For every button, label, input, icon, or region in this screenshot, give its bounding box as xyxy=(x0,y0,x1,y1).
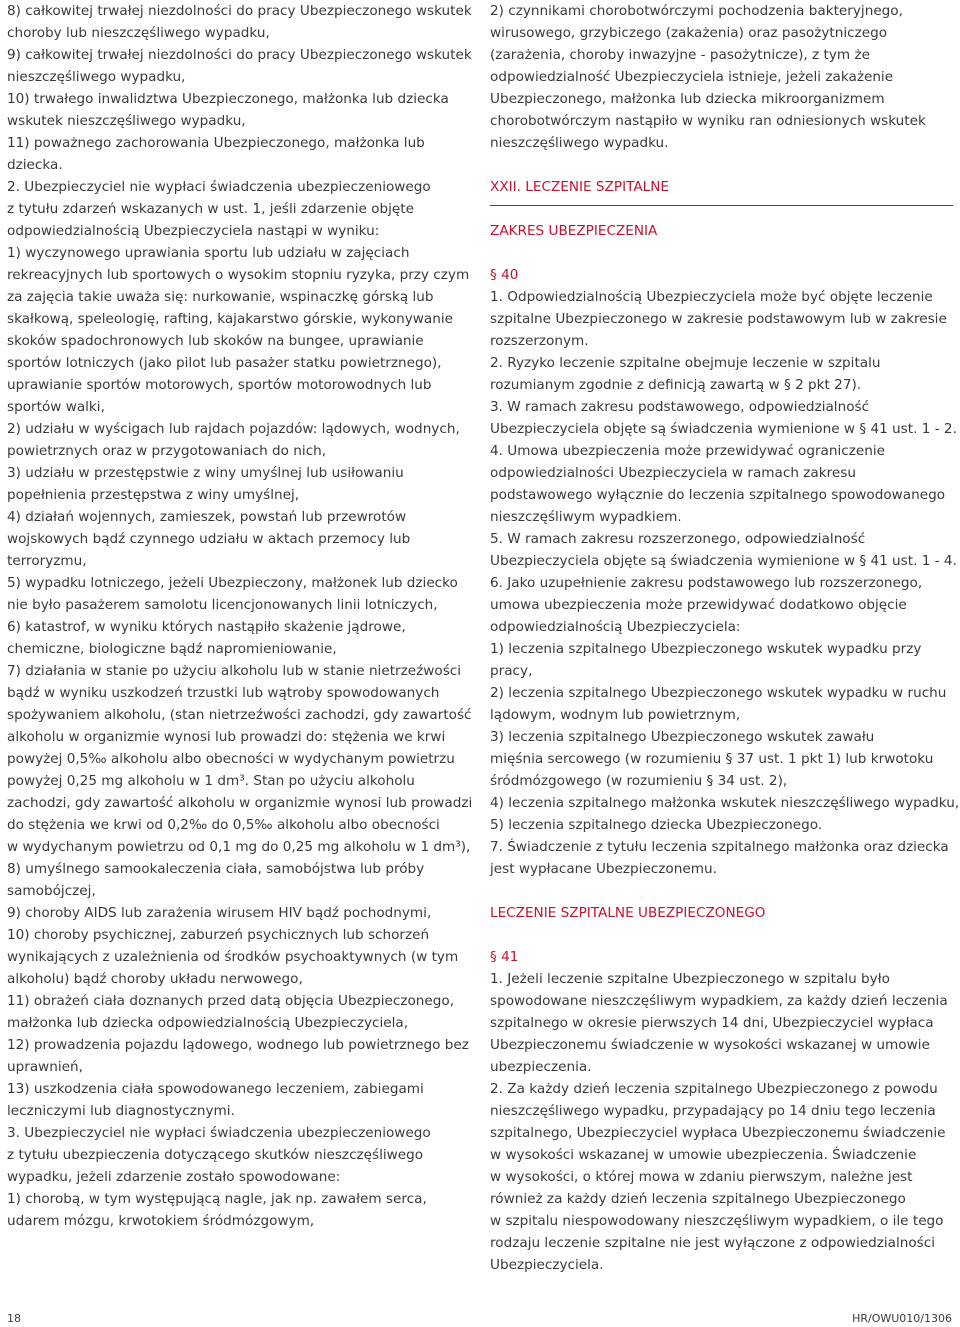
text-line: skałkową, speleologię, rafting, kajakarstwo górskie, wykonywanie xyxy=(7,311,453,327)
text-line: 3) udziału w przestępstwie z winy umyślnej lub usiłowaniu xyxy=(7,465,404,481)
text-line: 5) wypadku lotniczego, jeżeli Ubezpieczony, małżonek lub dziecko xyxy=(7,575,458,591)
text-line: 3. Ubezpieczyciel nie wypłaci świadczenia ubezpieczeniowego xyxy=(7,1125,431,1141)
text-line: sportów lotniczych (jako pilot lub pasażer statku powietrznego), xyxy=(7,355,442,371)
text-line: z tytułu ubezpieczenia dotyczącego skutków nieszczęśliwego xyxy=(7,1147,424,1163)
text-line: odpowiedzialności Ubezpieczyciela w ramach zakresu xyxy=(490,465,856,481)
text-line: udarem mózgu, krwotokiem śródmózgowym, xyxy=(7,1213,315,1229)
text-line: 5) leczenia szpitalnego dziecka Ubezpieczonego. xyxy=(490,817,823,833)
section2-heading: LECZENIE SZPITALNE UBEZPIECZONEGO xyxy=(490,905,766,921)
paragraph-40-label: § 40 xyxy=(490,267,519,283)
text-line: Ubezpieczonego, małżonka lub dziecka mikroorganizmem xyxy=(490,91,885,107)
text-line: szpitalne Ubezpieczonego w zakresie podstawowym lub w zakresie xyxy=(490,311,947,327)
text-line: powietrznych oraz w przygotowaniach do nich, xyxy=(7,443,327,459)
text-line: 10) choroby psychicznej, zaburzeń psychicznych lub schorzeń xyxy=(7,927,430,943)
text-line: rekreacyjnych lub sportowych o wysokim stopniu ryzyka, przy czym xyxy=(7,267,470,283)
text-line: 2) czynnikami chorobotwórczymi pochodzenia bakteryjnego, xyxy=(490,3,903,19)
text-line: Ubezpieczyciela objęte są świadczenia wymienione w § 41 ust. 1 - 4. xyxy=(490,553,957,569)
text-line: 3) leczenia szpitalnego Ubezpieczonego wskutek zawału xyxy=(490,729,875,745)
text-line: szpitalnego w okresie pierwszych 14 dni, Ubezpieczyciel wypłaca xyxy=(490,1015,934,1031)
text-line: 9) choroby AIDS lub zarażenia wirusem HIV bądź pochodnymi, xyxy=(7,905,432,921)
text-line: alkoholu w organizmie wynosi lub prowadzi do: stężenia we krwi xyxy=(7,729,446,745)
text-line: Ubezpieczonemu świadczenie w wysokości wskazanej w umowie xyxy=(490,1037,930,1053)
paragraph-41-label: § 41 xyxy=(490,949,519,965)
text-line: odpowiedzialnością Ubezpieczyciela nastąpi w wyniku: xyxy=(7,223,380,239)
text-line: umowa ubezpieczenia może przewidywać dodatkowo objęcie xyxy=(490,597,907,613)
text-line: (zarażenia, choroby inwazyjne - pasożytnicze), z tym że xyxy=(490,47,870,63)
text-line: nieszczęśliwym wypadkiem. xyxy=(490,509,682,525)
text-line: śródmózgowego (w rozumieniu § 34 ust. 2), xyxy=(490,773,788,789)
text-line: 1. Jeżeli leczenie szpitalne Ubezpieczonego w szpitalu było xyxy=(490,971,890,987)
text-line: wypadku, jeżeli zdarzenie zostało spowodowane: xyxy=(7,1169,341,1185)
text-line: alkoholu) bądź choroby układu nerwowego, xyxy=(7,971,303,987)
text-line: w wydychanym powietrzu od 0,1 mg do 0,25 mg alkoholu w 1 dm³), xyxy=(7,839,471,855)
text-line: spowodowane nieszczęśliwym wypadkiem, za każdy dzień leczenia xyxy=(490,993,948,1009)
text-line: 2. Ubezpieczyciel nie wypłaci świadczenia ubezpieczeniowego xyxy=(7,179,431,195)
text-line: w wysokości, o której mowa w zdaniu pierwszym, należne jest xyxy=(490,1169,913,1185)
text-line: małżonka lub dziecka odpowiedzialnością Ubezpieczyciela, xyxy=(7,1015,409,1031)
text-line: spożywaniem alkoholu, (stan nietrzeźwości zachodzi, gdy zawartość xyxy=(7,707,472,723)
text-line: 11) poważnego zachorowania Ubezpieczonego, małżonka lub xyxy=(7,135,425,151)
text-line: 8) umyślnego samookaleczenia ciała, samobójstwa lub próby xyxy=(7,861,425,877)
text-line: za zajęcia takie uważa się: nurkowanie, wspinaczkę górską lub xyxy=(7,289,434,305)
text-line: 1. Odpowiedzialnością Ubezpieczyciela może być objęte leczenie xyxy=(490,289,933,305)
text-line: 7) działania w stanie po użyciu alkoholu lub w stanie nietrzeźwości xyxy=(7,663,462,679)
text-line: 4. Umowa ubezpieczenia może przewidywać ograniczenie xyxy=(490,443,885,459)
text-line: 12) prowadzenia pojazdu lądowego, wodnego lub powietrznego bez xyxy=(7,1037,469,1053)
text-line: w szpitalu niespowodowany nieszczęśliwym wypadkiem, o ile tego xyxy=(490,1213,944,1229)
text-line: powyżej 0,25 mg alkoholu w 1 dm³. Stan po użyciu alkoholu xyxy=(7,773,415,789)
text-line: bądź w wyniku uszkodzeń trzustki lub wątroby spowodowanych xyxy=(7,685,440,701)
text-line: odpowiedzialność Ubezpieczyciela istnieje, jeżeli zakażenie xyxy=(490,69,894,85)
text-line: z tytułu zdarzeń wskazanych w ust. 1, jeśli zdarzenie objęte xyxy=(7,201,414,217)
text-line: 5. W ramach zakresu rozszerzonego, odpowiedzialność xyxy=(490,531,866,547)
text-line: 2) udziału w wyścigach lub rajdach pojazdów: lądowych, wodnych, xyxy=(7,421,460,437)
paragraph-41 xyxy=(490,968,955,1276)
text-line: 9) całkowitej trwałej niezdolności do pracy Ubezpieczonego wskutek xyxy=(7,47,472,63)
text-line: Ubezpieczyciela objęte są świadczenia wymienione w § 41 ust. 1 - 2. xyxy=(490,421,957,437)
text-line: 2. Ryzyko leczenie szpitalne obejmuje leczenie w szpitalu xyxy=(490,355,881,371)
text-line: 7. Świadczenie z tytułu leczenia szpitalnego małżonka oraz dziecka xyxy=(490,839,949,855)
text-line: nieszczęśliwego wypadku. xyxy=(490,135,669,151)
text-line: chemiczne, biologiczne bądź napromieniowanie, xyxy=(7,641,337,657)
text-line: terroryzmu, xyxy=(7,553,87,569)
text-line: zachodzi, gdy zawartość alkoholu w organizmie wynosi lub prowadzi xyxy=(7,795,473,811)
text-line: mięśnia sercowego (w rozumieniu § 37 ust. 1 pkt 1) lub krwotoku xyxy=(490,751,934,767)
page-number: 18 xyxy=(7,1312,21,1325)
text-line: odpowiedzialnością Ubezpieczyciela: xyxy=(490,619,741,635)
text-line: 6) katastrof, w wyniku których nastąpiło skażenie jądrowe, xyxy=(7,619,406,635)
text-line: chorobotwórczym nastąpiło w wyniku ran odniesionych wskutek xyxy=(490,113,926,129)
text-line: 13) uszkodzenia ciała spowodowanego leczeniem, zabiegami xyxy=(7,1081,424,1097)
text-line: nieszczęśliwego wypadku, xyxy=(7,69,186,85)
text-line: wirusowego, grzybiczego (zakażenia) oraz pasożytniczego xyxy=(490,25,888,41)
text-line: 1) leczenia szpitalnego Ubezpieczonego wskutek wypadku przy xyxy=(490,641,922,657)
text-line: skoków spadochronowych lub skoków na bungee, uprawianie xyxy=(7,333,424,349)
text-line: uprawianie sportów motorowych, sportów motorowodnych lub xyxy=(7,377,432,393)
text-line: rozszerzonym. xyxy=(490,333,589,349)
text-line: sportów walki, xyxy=(7,399,105,415)
text-line: 10) trwałego inwalidztwa Ubezpieczonego, małżonka lub dziecka xyxy=(7,91,449,107)
right-column xyxy=(490,0,960,1276)
text-line: 6. Jako uzupełnienie zakresu podstawowego lub rozszerzonego, xyxy=(490,575,923,591)
text-line: w wysokości wskazanej w umowie ubezpieczenia. Świadczenie xyxy=(490,1147,917,1163)
text-line: wskutek nieszczęśliwego wypadku, xyxy=(7,113,246,129)
text-line: powyżej 0,5‰ alkoholu albo obecności w wydychanym powietrzu xyxy=(7,751,455,767)
text-line: wojskowych bądź czynnego udziału w aktach przemocy lub xyxy=(7,531,411,547)
text-line: 11) obrażeń ciała doznanych przed datą objęcia Ubezpieczonego, xyxy=(7,993,455,1009)
text-line: podstawowego wyłącznie do leczenia szpitalnego spowodowanego xyxy=(490,487,946,503)
text-line: ubezpieczenia. xyxy=(490,1059,592,1075)
text-line: 4) działań wojennych, zamieszek, powstań lub przewrotów xyxy=(7,509,407,525)
document-code: HR/OWU010/1306 xyxy=(852,1312,952,1325)
text-line: lądowym, wodnym lub powietrznym, xyxy=(490,707,741,723)
paragraph-40 xyxy=(490,286,960,880)
text-line: również za każdy dzień leczenia szpitalnego Ubezpieczonego xyxy=(490,1191,906,1207)
text-line: do stężenia we krwi od 0,2‰ do 0,5‰ alkoholu albo obecności xyxy=(7,817,440,833)
text-line: Ubezpieczyciela. xyxy=(490,1257,604,1273)
text-line: 2. Za każdy dzień leczenia szpitalnego Ubezpieczonego z powodu xyxy=(490,1081,938,1097)
text-line: popełnienia przestępstwa z winy umyślnej, xyxy=(7,487,300,503)
text-line: nie było pasażerem samolotu licencjonowanych linii lotniczych, xyxy=(7,597,438,613)
text-line: 1) wyczynowego uprawiania sportu lub udziału w zajęciach xyxy=(7,245,410,261)
text-line: samobójczej, xyxy=(7,883,96,899)
text-line: rozumianym zgodnie z definicją zawartą w § 2 pkt 27). xyxy=(490,377,862,393)
text-line: rodzaju leczenie szpitalne nie jest wyłączone z odpowiedzialności xyxy=(490,1235,936,1251)
text-line: 8) całkowitej trwałej niezdolności do pracy Ubezpieczonego wskutek xyxy=(7,3,472,19)
text-line: 2) leczenia szpitalnego Ubezpieczonego wskutek wypadku w ruchu xyxy=(490,685,947,701)
text-line: 1) chorobą, w tym występującą nagle, jak np. zawałem serca, xyxy=(7,1191,427,1207)
left-column xyxy=(7,0,472,1232)
text-line: szpitalnego, Ubezpieczyciel wypłaca Ubezpieczonemu świadczenie xyxy=(490,1125,946,1141)
text-line: nieszczęśliwego wypadku, przypadający po 14 dniu tego leczenia xyxy=(490,1103,936,1119)
heading-divider xyxy=(490,205,953,206)
text-line: choroby lub nieszczęśliwego wypadku, xyxy=(7,25,270,41)
text-line: uprawnień, xyxy=(7,1059,83,1075)
text-line: jest wypłacane Ubezpieczonemu. xyxy=(490,861,717,877)
section-heading: ZAKRES UBEZPIECZENIA xyxy=(490,223,658,239)
text-line: pracy, xyxy=(490,663,533,679)
text-line: wynikających z uzależnienia od środków psychoaktywnych (w tym xyxy=(7,949,459,965)
chapter-heading: XXII. LECZENIE SZPITALNE xyxy=(490,179,669,195)
text-line: 3. W ramach zakresu podstawowego, odpowiedzialność xyxy=(490,399,870,415)
text-line: dziecka. xyxy=(7,157,63,173)
text-line: leczniczymi lub diagnostycznymi. xyxy=(7,1103,235,1119)
text-line: 4) leczenia szpitalnego małżonka wskutek nieszczęśliwego wypadku, xyxy=(490,795,960,811)
intro-text xyxy=(490,0,955,154)
